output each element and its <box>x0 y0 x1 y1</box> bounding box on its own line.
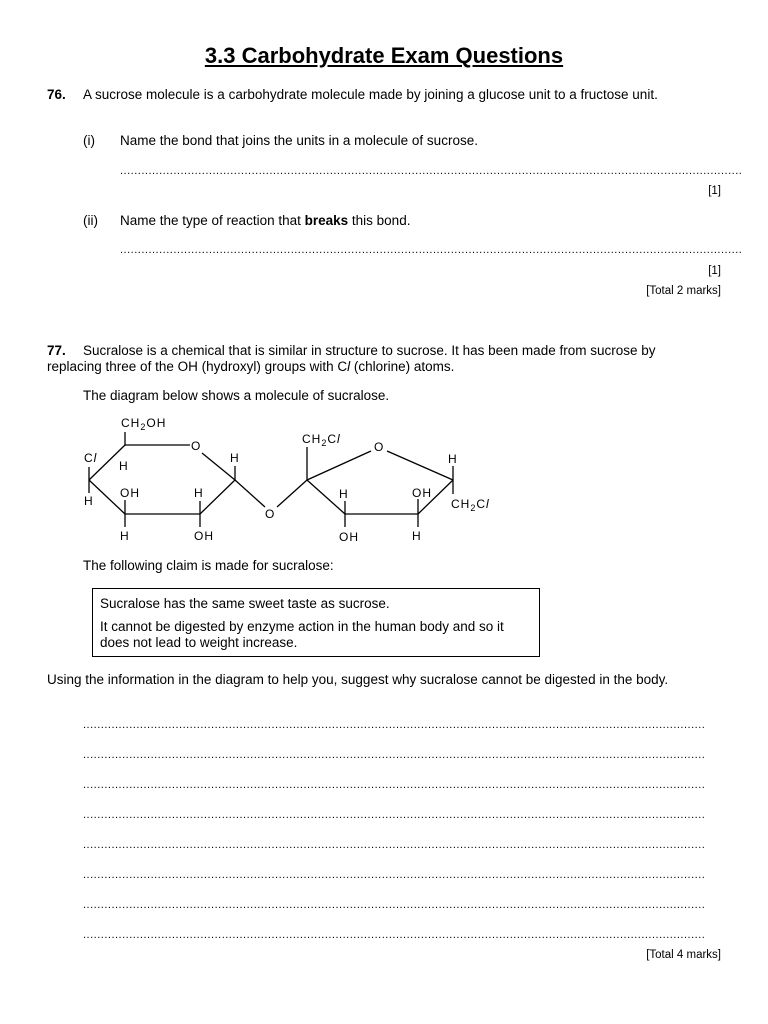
question-77-prompt: Using the information in the diagram to help you, suggest why sucralose cannot be digested in the body. <box>47 672 669 687</box>
q77-answer-line[interactable]: ............................................................................................................................................................................... <box>83 719 706 731</box>
label-oh-c3-top: OH <box>120 486 140 500</box>
q76-part-ii-answer-line[interactable]: ............................................................................................................................................................................... <box>120 244 743 256</box>
label-ring-oxygen-right: O <box>374 440 385 454</box>
label-chlorine-left: Cl <box>84 451 98 465</box>
label-h-c4-bottom-right: H <box>412 529 422 543</box>
label-h-c4-top: H <box>119 459 129 473</box>
question-77-intro: Sucralose is a chemical that is similar in structure to sucrose. It has been made from sucrose by replacing three of the OH (hydroxyl) groups with Cl (chlorine) atoms. <box>47 343 656 374</box>
page-title: 3.3 Carbohydrate Exam Questions <box>204 43 564 68</box>
label-ch2cl-top: $CH_2Cl$ <box>302 432 341 448</box>
q77-total-marks: [Total 4 marks] <box>646 949 721 961</box>
label-ring-oxygen-left: O <box>191 439 202 453</box>
label-oh-c3-bottom: OH <box>339 530 359 544</box>
q76-total-marks: [Total 2 marks] <box>646 285 721 297</box>
q76-part-i-answer-line[interactable]: ............................................................................................................................................................................... <box>120 165 743 177</box>
label-h-c2-top: H <box>194 486 204 500</box>
label-glycosidic-oxygen: O <box>265 507 276 521</box>
q77-answer-line[interactable]: ............................................................................................................................................................................... <box>83 809 706 821</box>
q76-part-i-text: Name the bond that joins the units in a molecule of sucrose. <box>120 133 478 148</box>
q76-part-ii-bold-word: breaks <box>304 213 349 228</box>
diagram-intro: The diagram below shows a molecule of sucralose. <box>83 388 390 403</box>
label-ch2cl-right: $CH_2Cl$ <box>451 497 490 513</box>
q77-answer-line[interactable]: ............................................................................................................................................................................... <box>83 929 706 941</box>
label-h-c4-bottom: H <box>84 494 94 508</box>
label-h-c3-bottom: H <box>120 529 130 543</box>
question-76-number: 76. <box>47 87 66 102</box>
claim-line-2: It cannot be digested by enzyme action in the human body and so it does not lead to weight increase. <box>100 619 504 650</box>
label-h-c1-top: H <box>230 451 240 465</box>
question-76-intro: A sucrose molecule is a carbohydrate molecule made by joining a glucose unit to a fructose unit. <box>83 87 658 102</box>
q77-answer-line[interactable]: ............................................................................................................................................................................... <box>83 899 706 911</box>
claim-box <box>92 588 540 657</box>
label-oh-c4-top: OH <box>412 486 432 500</box>
q76-part-ii-label: (ii) <box>83 213 98 228</box>
label-ch2oh-left: $CH_2OH$ <box>121 416 167 432</box>
claim-intro: The following claim is made for sucralose: <box>83 558 334 573</box>
q77-answer-line[interactable]: ............................................................................................................................................................................... <box>83 839 706 851</box>
q76-part-i-mark: [1] <box>708 185 721 197</box>
q77-answer-line[interactable]: ............................................................................................................................................................................... <box>83 749 706 761</box>
label-h-c3-right: H <box>339 487 349 501</box>
question-77-number: 77. <box>47 343 66 358</box>
q76-part-ii-mark: [1] <box>708 265 721 277</box>
label-h-right-top: H <box>448 452 458 466</box>
q76-part-i-label: (i) <box>83 133 95 148</box>
q76-part-ii-text: Name the type of reaction that breaks this bond. <box>120 213 411 228</box>
label-oh-c2-bottom: OH <box>194 529 214 543</box>
q77-answer-line[interactable]: ............................................................................................................................................................................... <box>83 869 706 881</box>
claim-line-1: Sucralose has the same sweet taste as sucrose. <box>100 596 390 611</box>
q77-answer-line[interactable]: ............................................................................................................................................................................... <box>83 779 706 791</box>
